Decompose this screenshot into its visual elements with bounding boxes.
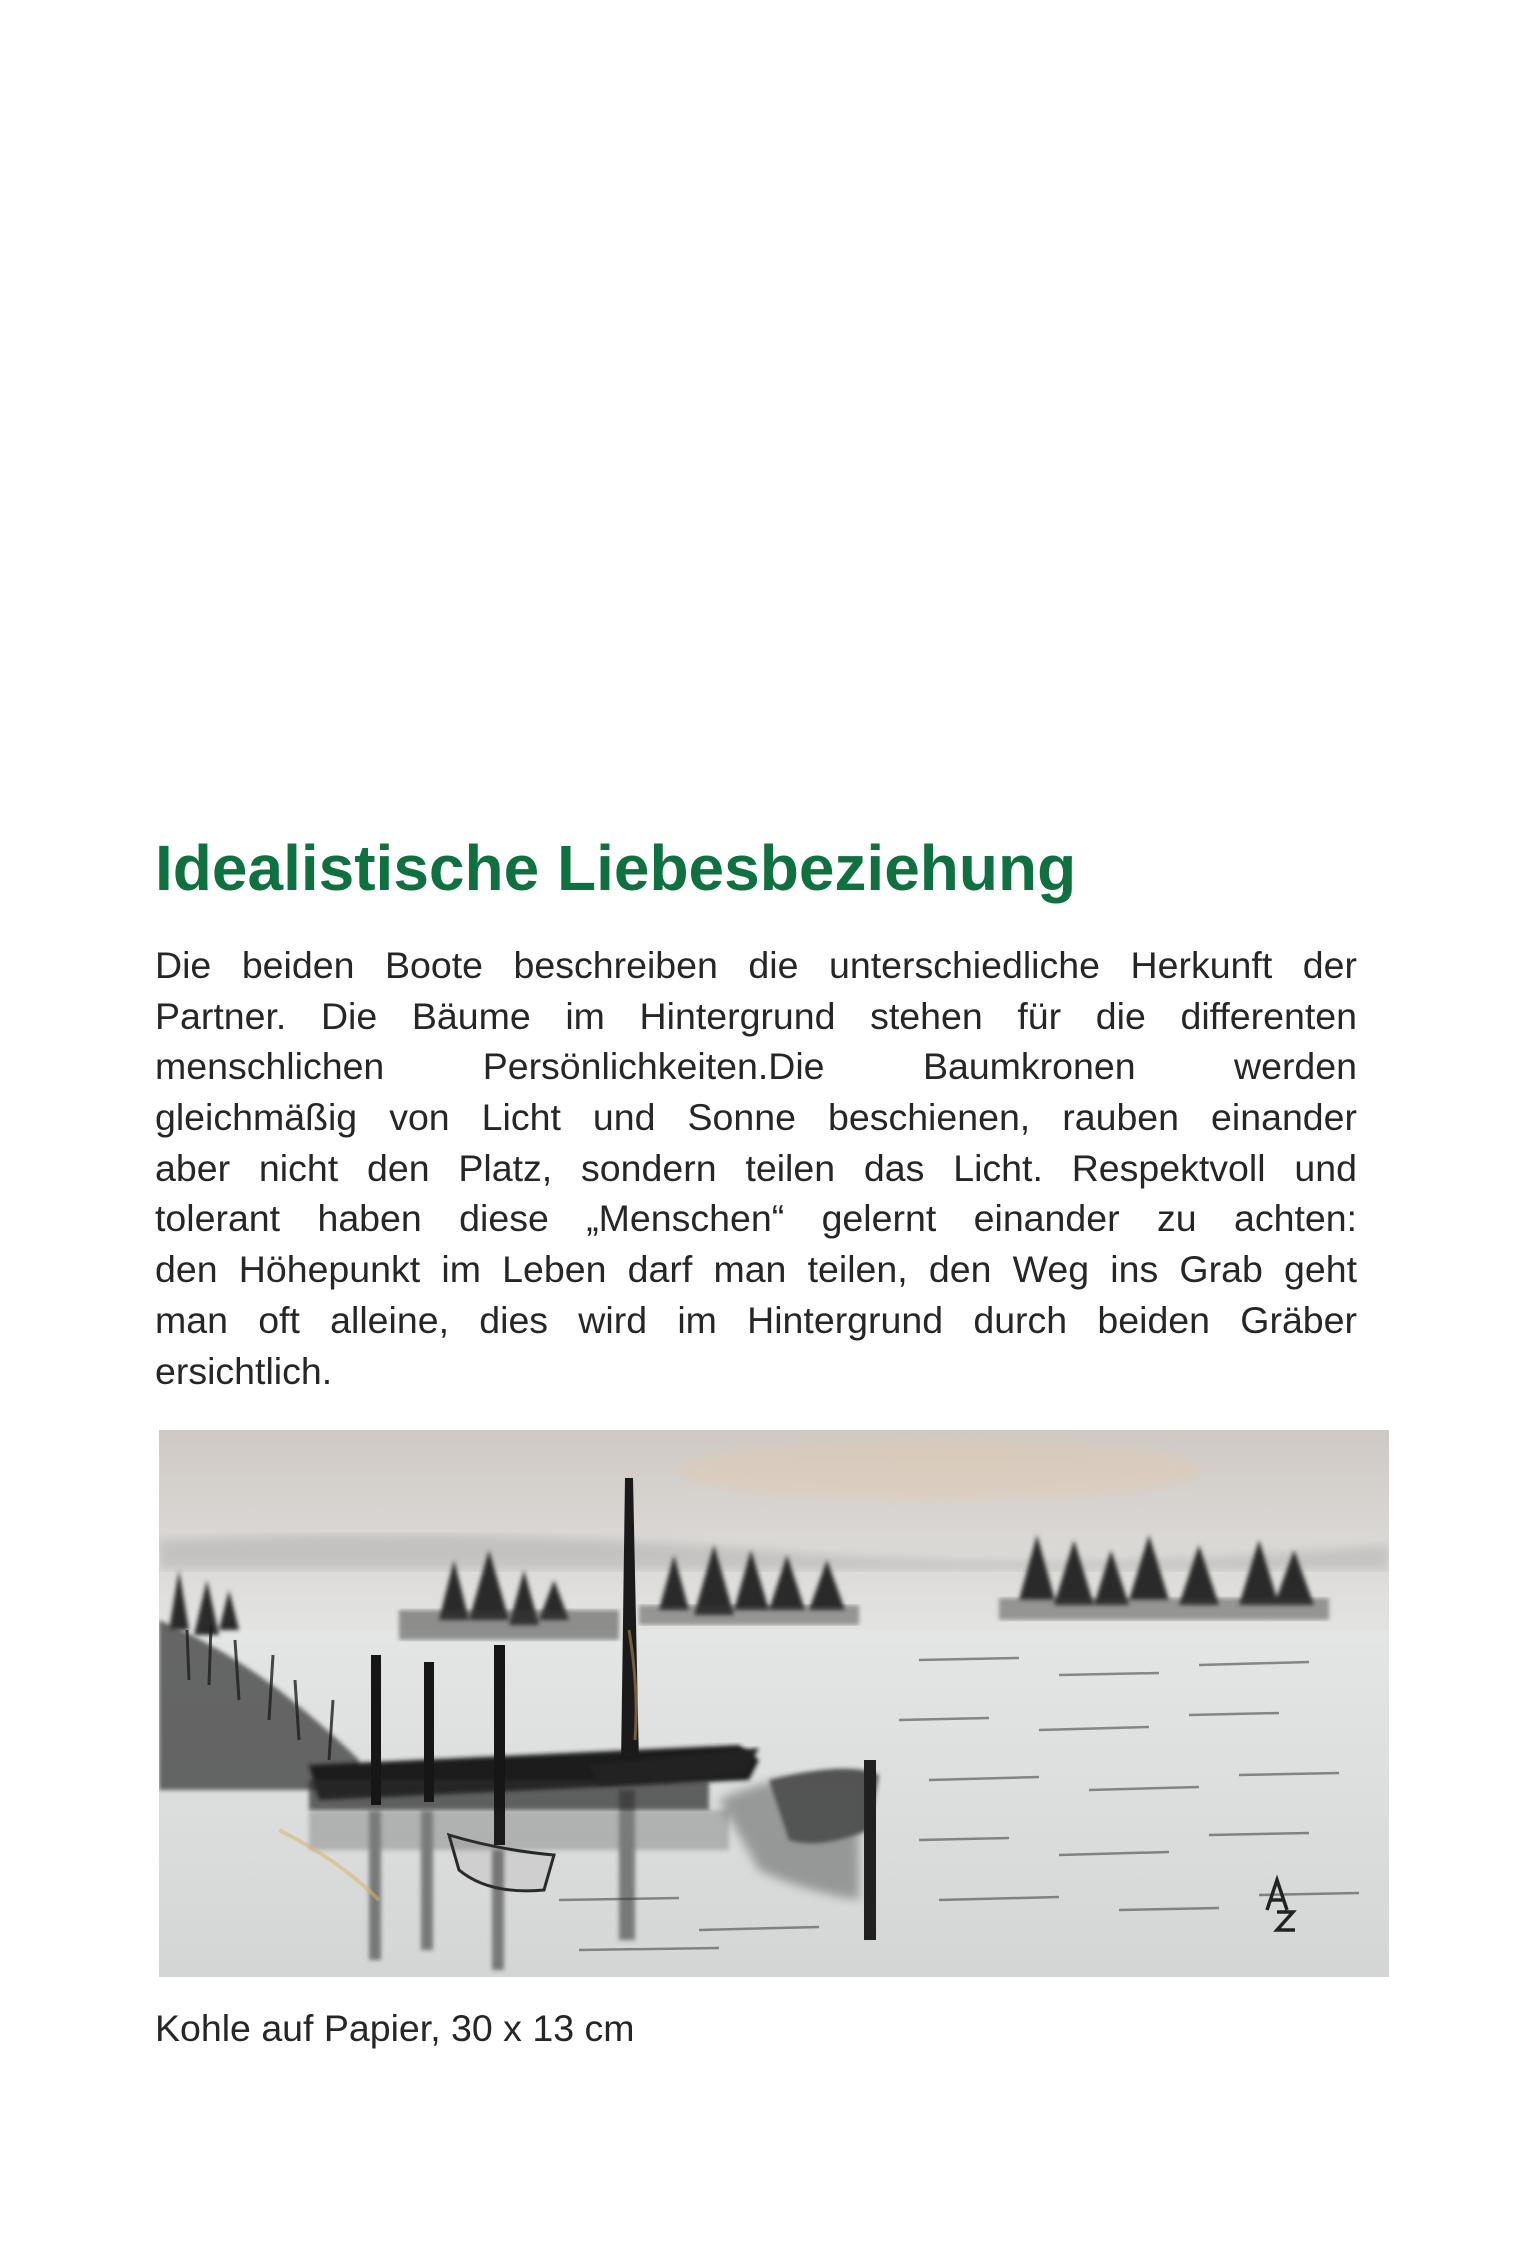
paragraph-line: Die beiden Boote beschreiben die unterschiedliche Herkunft der — [155, 944, 1357, 986]
paragraph-line: aber nicht den Platz, sondern teilen das Licht. Respektvoll und — [155, 1146, 1357, 1189]
paragraph-line: Partner. Die Bäume im Hintergrund stehen für die differenten — [155, 994, 1357, 1037]
charcoal-drawing-image — [159, 1430, 1389, 1977]
paragraph-line: gleichmäßig von Licht und Sonne beschienen, rauben einander — [155, 1096, 1357, 1139]
paragraph-line: den Höhepunkt im Leben darf man teilen, den Weg ins Grab geht — [155, 1248, 1357, 1291]
image-caption: Kohle auf Papier, 30 x 13 cm — [155, 2007, 635, 2049]
paragraph-line: man oft alleine, dies wird im Hintergrund durch beiden Gräber — [155, 1298, 1357, 1341]
page-title: Idealistische Liebesbeziehung — [155, 832, 1077, 904]
paragraph-line: menschlichen Persönlichkeiten.Die Baumkronen werden — [155, 1045, 1357, 1088]
paragraph-line: ersichtlich. — [155, 1349, 333, 1392]
signature-mark — [159, 1430, 1389, 1977]
paragraph-line: tolerant haben diese „Menschen“ gelernt einander zu achten: — [155, 1197, 1357, 1240]
body-paragraph — [155, 940, 1357, 1396]
